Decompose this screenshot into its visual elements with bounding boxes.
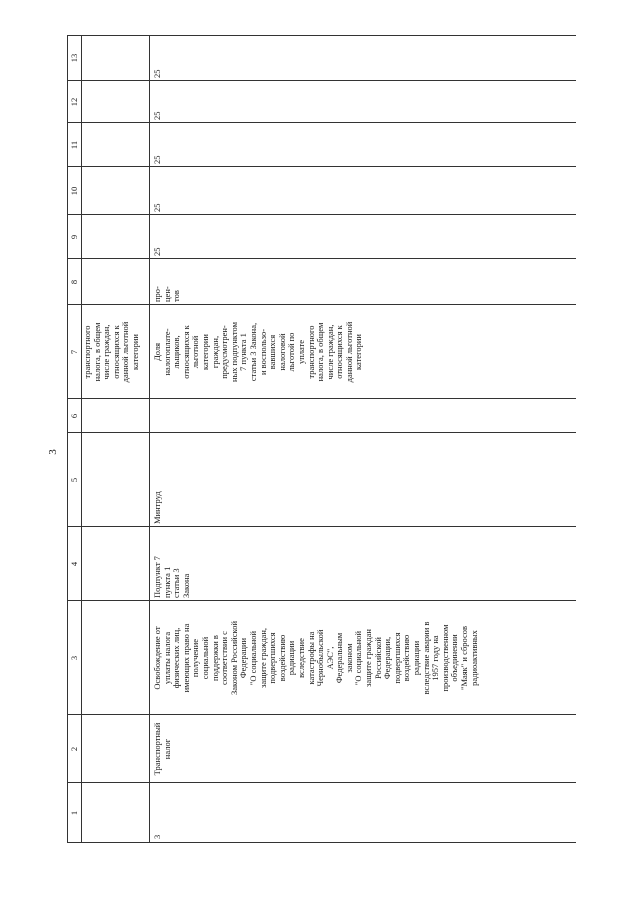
column-number-1: 1	[69, 810, 79, 816]
continuation-indicator-cell: транспортного налога, в общем числе граждан, относящихся к данной льготной категории	[82, 321, 140, 383]
row-number-cell: 3	[152, 834, 162, 839]
benefits-table	[67, 35, 576, 843]
unit-cell: про- цен- тов	[152, 286, 182, 302]
page-number: 3	[47, 449, 59, 455]
column-number-9: 9	[69, 234, 79, 240]
column-number-6: 6	[69, 413, 79, 419]
column-number-11: 11	[69, 140, 79, 150]
tax-name-cell: Транспортный налог	[152, 722, 172, 776]
table-bottom-border	[67, 35, 576, 843]
column-number-2: 2	[69, 746, 79, 752]
value-cell-10: 25	[152, 203, 162, 212]
column-number-8: 8	[69, 279, 79, 285]
curator-cell: Минтруд	[152, 491, 162, 524]
table-viewport	[67, 35, 576, 843]
column-number-3: 3	[69, 655, 79, 661]
value-cell-12: 25	[152, 111, 162, 120]
column-number-4: 4	[69, 561, 79, 567]
benefit-description-cell: Освобождение от уплаты налога физических лиц, имеющих право на получение социальной поддержки в соответствии с Законом Российской Федерации "О социальной защите граждан, подвергшихся воздействию радиации вследствие катастрофы на Чернобыльской АЭС", Федеральным законом "О социальной защите граждан Российской Федерации, подвергшихся воздействию радиации вследствие аварии в 1957 году на производственном объединении "Маяк" и сбросов радиоактивных	[152, 621, 479, 696]
indicator-cell: Доля налогоплате- льщиков, относящихся к льготной категории граждан, предусмотрен- ных подпунктом 7 пункта 1 статьи 3 Закона, и воспользо- вавшихся налоговой льготой по уплате транспортного налога, в общем числе граждан, относящихся к данной льготной категории	[152, 321, 364, 383]
value-cell-9: 25	[152, 247, 162, 256]
column-number-10: 10	[69, 186, 79, 196]
legal-basis-cell: Подпункт 7 пункта 1 статьи 3 Закона	[152, 556, 191, 598]
value-cell-13: 25	[152, 69, 162, 78]
value-cell-11: 25	[152, 155, 162, 164]
column-number-7: 7	[69, 349, 79, 355]
column-number-13: 13	[69, 53, 79, 63]
column-number-5: 5	[69, 477, 79, 483]
column-number-12: 12	[69, 97, 79, 107]
